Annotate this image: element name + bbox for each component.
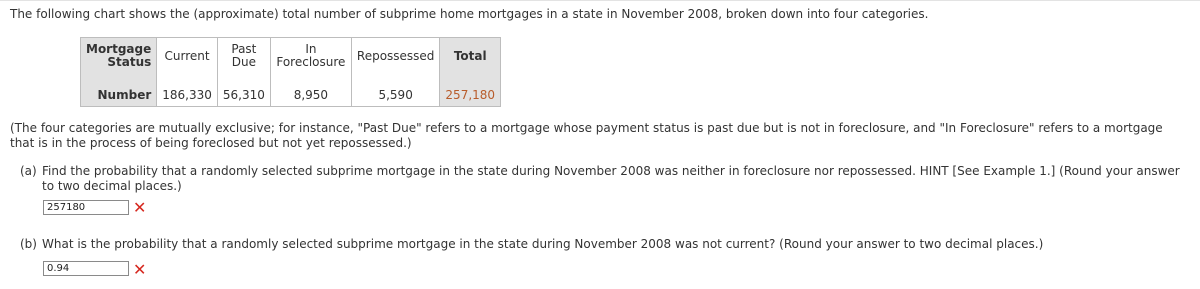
question-b-text: What is the probability that a randomly selected subprime mortgage in the state during November 2008 was not current? (Round your answer to two decimal places.) <box>42 237 1044 251</box>
cell-past-due: 56,310 <box>218 84 271 107</box>
cell-repossessed: 5,590 <box>352 84 441 107</box>
col-header-current: Current <box>157 37 218 74</box>
table-spacer-row <box>80 74 501 84</box>
question-a <box>20 164 1195 194</box>
table-row <box>80 84 501 107</box>
cell-in-foreclosure: 8,950 <box>271 84 352 107</box>
answer-b-input[interactable]: 0.94 <box>43 261 129 276</box>
question-b-label: (b) <box>20 237 37 251</box>
answer-a-input[interactable]: 257180 <box>43 200 129 215</box>
question-b <box>20 237 1195 252</box>
row-header-status: Mortgage Status <box>80 37 157 74</box>
col-header-in-foreclosure: In Foreclosure <box>271 37 352 74</box>
cell-total: 257,180 <box>440 84 501 107</box>
incorrect-x-icon: ✕ <box>133 198 147 217</box>
intro-text: The following chart shows the (approximate) total number of subprime home mortgages in a state in November 2008, broken down into four categories. <box>10 7 929 21</box>
table-header-row <box>80 37 501 74</box>
question-a-label: (a) <box>20 164 37 178</box>
question-a-text: Find the probability that a randomly selected subprime mortgage in the state during November 2008 was neither in foreclosure nor repossessed. HINT [See Example 1.] (Round your answer to two decimal places.) <box>42 164 1180 193</box>
mortgage-table <box>80 37 501 107</box>
col-header-total: Total <box>440 37 501 74</box>
row-header-number: Number <box>80 84 157 107</box>
incorrect-x-icon: ✕ <box>133 260 147 279</box>
col-header-past-due: Past Due <box>218 37 271 74</box>
col-header-repossessed: Repossessed <box>352 37 441 74</box>
top-divider <box>0 0 1200 1</box>
note-text: (The four categories are mutually exclusive; for instance, "Past Due" refers to a mortgage whose payment status is past due but is not in foreclosure, and "In Foreclosure" refers to a mortgage that is in the process of being foreclosed but not yet repossessed.) <box>10 121 1163 150</box>
cell-current: 186,330 <box>157 84 218 107</box>
